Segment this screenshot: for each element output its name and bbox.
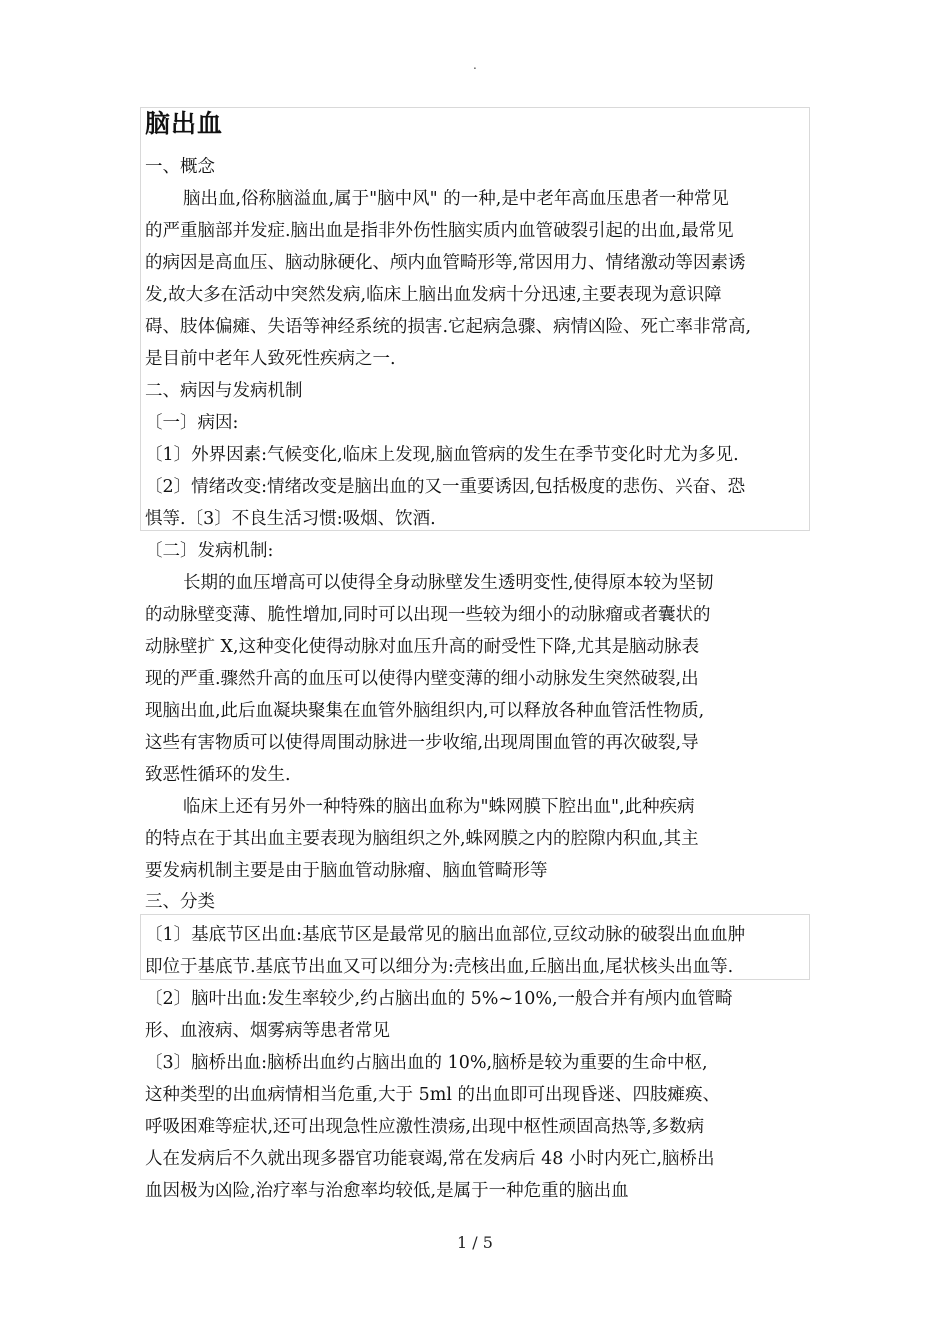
text-line: 是目前中老年人致死性疾病之一. <box>145 349 396 369</box>
heading-concept: 一、概念 <box>145 157 215 177</box>
text-line: 〔2〕情绪改变:情绪改变是脑出血的又一重要诱因,包括极度的悲伤、兴奋、恐 <box>145 477 746 497</box>
text-line: 碍、肢体偏瘫、失语等神经系统的损害.它起病急骤、病情凶险、死亡率非常高, <box>145 317 752 337</box>
text-line: 长期的血压增高可以使得全身动脉壁发生透明变性,使得原本较为坚韧 <box>183 573 714 593</box>
text-line: 人在发病后不久就出现多器官功能衰竭,常在发病后 48 小时内死亡,脑桥出 <box>145 1149 715 1169</box>
heading-causes: 二、病因与发病机制 <box>145 381 303 401</box>
text-line: 〔3〕脑桥出血:脑桥出血约占脑出血的 10%,脑桥是较为重要的生命中枢, <box>145 1053 708 1073</box>
text-line: 要发病机制主要是由于脑血管动脉瘤、脑血管畸形等 <box>145 861 548 881</box>
subheading-mechanism: 〔二〕发病机制: <box>145 541 274 561</box>
text-line: 现的严重.骤然升高的血压可以使得内壁变薄的细小动脉发生突然破裂,出 <box>145 669 699 689</box>
page-number: 1 / 5 <box>457 1233 493 1252</box>
text-line: 的动脉壁变薄、脆性增加,同时可以出现一些较为细小的动脉瘤或者囊状的 <box>145 605 711 625</box>
text-line: 〔1〕基底节区出血:基底节区是最常见的脑出血部位,豆纹动脉的破裂出血血肿 <box>145 925 746 945</box>
text-line: 的病因是高血压、脑动脉硬化、颅内血管畸形等,常因用力、情绪激动等因素诱 <box>145 253 746 273</box>
text-line: 临床上还有另外一种特殊的脑出血称为"蛛网膜下腔出血",此种疾病 <box>183 797 695 817</box>
header-mark: . <box>473 58 477 72</box>
text-line: 〔1〕外界因素:气候变化,临床上发现,脑血管病的发生在季节变化时尤为多见. <box>145 445 739 465</box>
subheading-causes: 〔一〕病因: <box>145 413 239 433</box>
text-line: 的特点在于其出血主要表现为脑组织之外,蛛网膜之内的腔隙内积血,其主 <box>145 829 699 849</box>
text-line: 呼吸困难等症状,还可出现急性应激性溃疡,出现中枢性顽固高热等,多数病 <box>145 1117 705 1137</box>
page-title: 脑出血 <box>145 109 224 138</box>
heading-classification: 三、分类 <box>145 892 215 912</box>
text-line: 动脉壁扩 X,这种变化使得动脉对血压升高的耐受性下降,尤其是脑动脉表 <box>145 637 700 657</box>
text-line: 这些有害物质可以使得周围动脉进一步收缩,出现周围血管的再次破裂,导 <box>145 733 699 753</box>
text-line: 即位于基底节.基底节出血又可以细分为:壳核出血,丘脑出血,尾状核头出血等. <box>145 957 734 977</box>
text-line: 现脑出血,此后血凝块聚集在血管外脑组织内,可以释放各种血管活性物质, <box>145 701 705 721</box>
text-line: 〔2〕脑叶出血:发生率较少,约占脑出血的 5%~10%,一般合并有颅内血管畸 <box>145 989 733 1009</box>
text-line: 形、血液病、烟雾病等患者常见 <box>145 1021 390 1041</box>
text-line: 发,故大多在活动中突然发病,临床上脑出血发病十分迅速,主要表现为意识障 <box>145 285 722 305</box>
text-line: 血因极为凶险,治疗率与治愈率均较低,是属于一种危重的脑出血 <box>145 1181 629 1201</box>
text-line: 致恶性循环的发生. <box>145 765 291 785</box>
text-line: 的严重脑部并发症.脑出血是指非外伤性脑实质内血管破裂引起的出血,最常见 <box>145 221 734 241</box>
text-line: 脑出血,俗称脑溢血,属于"脑中风" 的一种,是中老年高血压患者一种常见 <box>183 189 729 209</box>
text-line: 惧等.〔3〕不良生活习惯:吸烟、饮酒. <box>145 509 436 529</box>
text-line: 这种类型的出血病情相当危重,大于 5ml 的出血即可出现昏迷、四肢瘫痪、 <box>145 1085 721 1105</box>
